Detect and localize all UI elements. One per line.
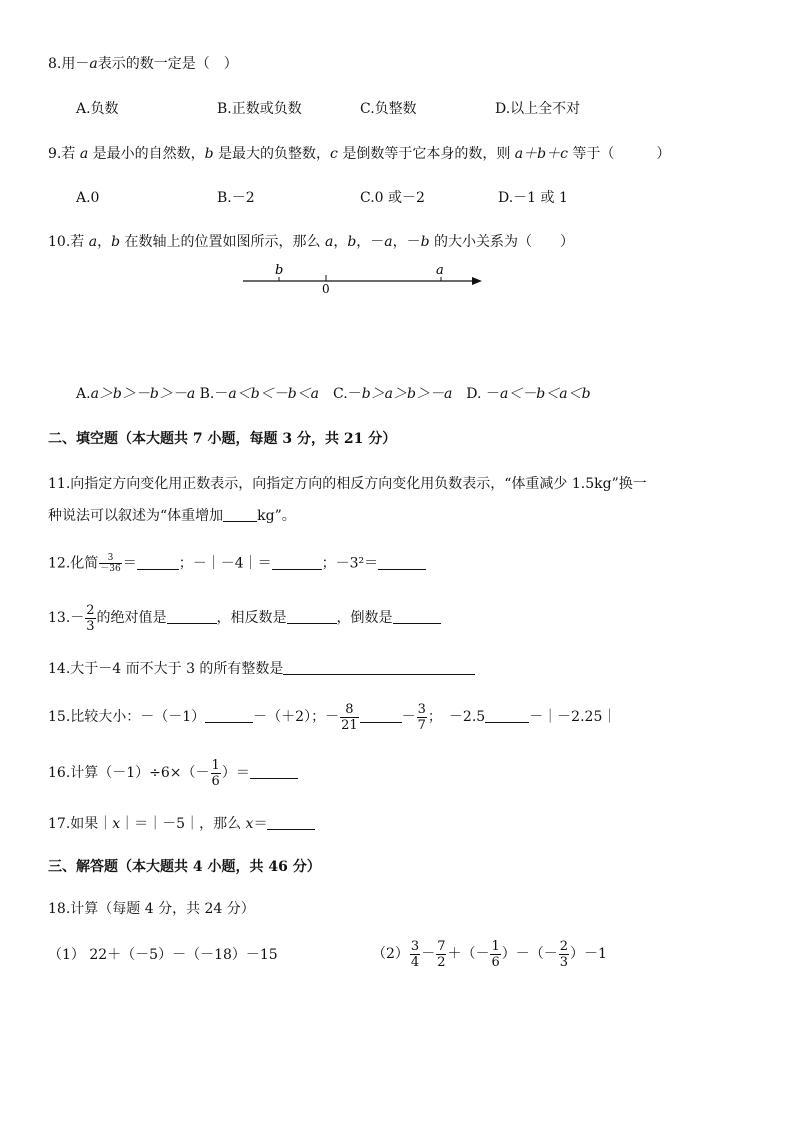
fraction-denominator: 3 — [559, 954, 569, 970]
fraction-numerator: 7 — [437, 938, 446, 954]
q10-option-a-label: A. — [76, 386, 91, 402]
q18-part-1: （1） 22＋（－5）－（－18）－15 — [48, 947, 278, 963]
q8-prefix: 8.用－ — [48, 56, 90, 72]
q15-blank-2[interactable] — [360, 708, 402, 723]
q18-text: － — [421, 946, 436, 962]
label-a: a — [436, 263, 444, 278]
fraction-denominator: 3 — [86, 618, 95, 634]
q13-text: 13.－ — [48, 610, 85, 626]
fraction-numerator: 3 — [417, 701, 426, 717]
q9-expression: a＋b＋c — [514, 146, 568, 162]
q16-text: 16.计算（－1）÷6×（－ — [48, 765, 210, 781]
q10-option-c: b＞a＞b＞－a — [361, 386, 453, 402]
fraction-numerator: 1 — [491, 938, 500, 954]
q10-var: a — [324, 234, 334, 250]
q12-text: ；－｜－4｜＝ — [178, 555, 272, 572]
q12-text: ＝ — [122, 555, 137, 572]
q11-answer-blank[interactable] — [223, 507, 257, 522]
q18-text: ）－（－ — [501, 946, 558, 962]
q15-text: － — [401, 709, 416, 725]
q9-var-c: c — [330, 146, 338, 162]
q9-option-d: D.－1 或 1 — [498, 190, 568, 206]
q18-title: 18.计算（每题 4 分，共 24 分） — [48, 901, 255, 917]
fraction-denominator: 21 — [341, 717, 358, 733]
section-3-title: 三、解答题（本大题共 4 小题，共 46 分） — [48, 859, 321, 875]
q11-text: kg”。 — [257, 508, 296, 524]
q13-blank-3[interactable] — [393, 609, 441, 624]
q17-blank[interactable] — [267, 815, 315, 830]
q13-blank-1[interactable] — [167, 609, 217, 624]
q9-var-a: a — [79, 146, 89, 162]
q15-blank-1[interactable] — [205, 708, 253, 723]
fraction-denominator: 6 — [491, 954, 500, 970]
q10-option-d-label: D. － — [452, 386, 500, 402]
fraction-denominator: 6 — [211, 773, 220, 789]
fraction-numerator: 8 — [340, 702, 359, 718]
q8-var: a — [89, 56, 98, 72]
q15-fraction-1 — [340, 702, 359, 733]
q17-text: ＝ — [253, 816, 268, 832]
q9-text: 9.若 — [48, 146, 80, 162]
q15-blank-3[interactable] — [485, 708, 529, 723]
q12-blank-3[interactable] — [378, 555, 426, 570]
q8-suffix: 表示的数一定是（ ） — [97, 56, 238, 72]
q16-stem — [48, 756, 298, 790]
q12-blank-2[interactable] — [272, 555, 322, 570]
q10-text: ， — [97, 234, 112, 250]
q16-fraction — [211, 758, 221, 789]
q9-stem — [48, 145, 670, 163]
number-line-figure — [238, 258, 488, 298]
q10-option-b-label: B.－ — [195, 386, 229, 402]
fraction-denominator: 2 — [437, 954, 446, 970]
label-zero: 0 — [322, 282, 330, 296]
q17-text: 17.如果｜ — [48, 816, 113, 832]
q18-text: （2） — [372, 946, 409, 962]
q9-option-b: B.－2 — [217, 190, 255, 206]
section-2-title: 二、填空题（本大题共 7 小题，每题 3 分，共 21 分） — [48, 431, 397, 447]
q17-text: ｜＝｜－5｜，那么 — [120, 816, 246, 832]
q10-option-c-label: C.－ — [319, 386, 362, 402]
fraction-denominator: 4 — [410, 954, 420, 970]
q10-options — [76, 385, 591, 403]
q18-fraction-3 — [490, 939, 500, 970]
q13-fraction — [85, 603, 95, 634]
q15-fraction-2 — [417, 702, 427, 733]
q10-var: a — [88, 234, 98, 250]
q10-option-a: a＞b＞－b＞－a — [90, 386, 196, 402]
q15-stem — [48, 700, 616, 734]
fraction-numerator: 3 — [410, 938, 420, 954]
q9-var-b: b — [204, 146, 214, 162]
q14-text: 14.大于－4 而不大于 3 的所有整数是 — [48, 661, 284, 677]
q18-text: ）－1 — [570, 946, 607, 962]
q8-option-a: A.负数 — [76, 101, 119, 117]
q9-text: 是倒数等于它本身的数，则 — [337, 146, 515, 162]
q13-text: ，倒数是 — [336, 610, 393, 626]
q11-text: 种说法可以叙述为“体重增加 — [48, 508, 224, 524]
q12-text: 12.化简 — [48, 555, 99, 572]
number-line-arrow — [472, 277, 482, 285]
q12-text: ；－3²＝ — [321, 555, 379, 572]
q8-stem — [48, 55, 238, 73]
fraction-denominator: －36 — [100, 564, 121, 574]
q12-fraction — [99, 553, 121, 574]
q13-stem — [48, 601, 441, 635]
q10-text: 在数轴上的位置如图所示，那么 — [120, 234, 325, 250]
q17-var: x — [112, 816, 121, 832]
q13-text: ，相反数是 — [216, 610, 287, 626]
q16-blank[interactable] — [250, 764, 298, 779]
q13-text: 的绝对值是 — [96, 610, 167, 626]
q8-option-c: C.负整数 — [360, 101, 417, 117]
q15-text: 15.比较大小：－（－1） — [48, 709, 206, 725]
q12-stem — [48, 553, 426, 574]
q10-text: ，－ — [356, 234, 385, 250]
q15-text: －（＋2）；－ — [253, 709, 340, 725]
fraction-numerator: 3 — [99, 553, 121, 564]
q15-text: －｜－2.25｜ — [529, 709, 617, 725]
q18-text: ＋（－ — [447, 946, 490, 962]
q10-stem — [48, 233, 574, 251]
q18-part-2 — [372, 937, 607, 971]
q14-stem — [48, 660, 475, 678]
q8-option-d: D.以上全不对 — [495, 101, 581, 117]
q10-option-b: a＜b＜－b＜a — [228, 386, 320, 402]
q11-line1: 11.向指定方向变化用正数表示，向指定方向的相反方向变化用负数表示，“体重减少 1.5kg”换一 — [48, 476, 647, 492]
q17-stem — [48, 815, 315, 833]
q12-blank-1[interactable] — [137, 555, 179, 570]
q9-option-a: A.0 — [76, 190, 100, 206]
fraction-numerator: 2 — [559, 938, 569, 954]
q10-text: ，－ — [392, 234, 421, 250]
label-b: b — [275, 263, 284, 278]
q9-text: 是最大的负整数， — [213, 146, 331, 162]
q13-blank-2[interactable] — [287, 609, 337, 624]
q11-line2 — [48, 507, 296, 525]
fraction-numerator: 2 — [86, 602, 95, 618]
q9-text: 是最小的自然数， — [88, 146, 205, 162]
fraction-numerator: 1 — [211, 757, 220, 773]
q16-text: ）＝ — [221, 765, 250, 781]
q10-var: a — [384, 234, 393, 250]
q10-text: 10.若 — [48, 234, 89, 250]
q10-var: b — [111, 234, 121, 250]
q10-option-d: a＜－b＜a＜b — [499, 386, 591, 402]
q10-var: b — [347, 234, 357, 250]
q8-option-b: B.正数或负数 — [217, 101, 302, 117]
q18-fraction-2 — [436, 939, 446, 970]
fraction-denominator: 7 — [417, 717, 426, 733]
q9-option-c: C.0 或－2 — [360, 190, 425, 206]
q10-var: b — [420, 234, 430, 250]
q18-fraction-4 — [559, 939, 569, 970]
q18-fraction-1 — [410, 939, 420, 970]
q17-var: x — [245, 816, 254, 832]
q10-text: ， — [333, 234, 348, 250]
q15-text: ； －2.5 — [427, 709, 486, 725]
q10-text: 的大小关系为（ ） — [429, 234, 575, 250]
q9-text: 等于（ ） — [567, 146, 671, 162]
q14-blank[interactable] — [283, 660, 475, 675]
